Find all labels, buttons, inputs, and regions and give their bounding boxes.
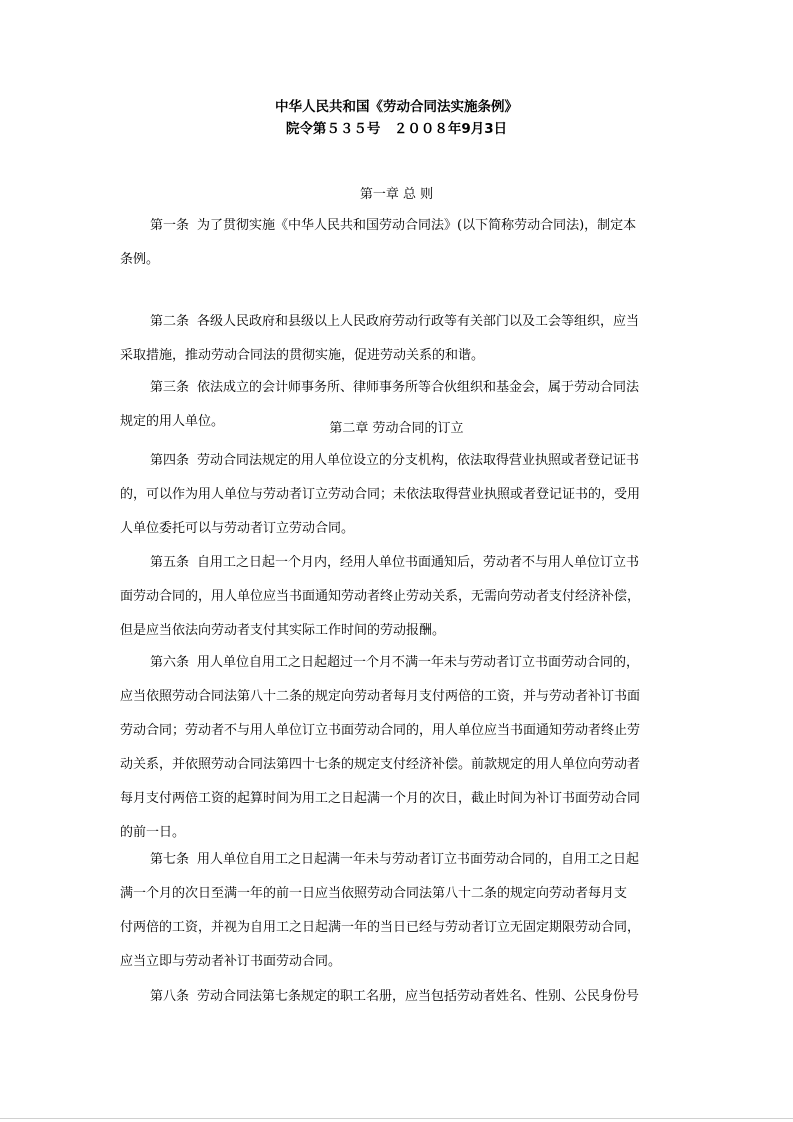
- chapter-heading: 第二章 劳动合同的订立: [329, 421, 464, 436]
- article-line: 应当立即与劳动者补订书面劳动合同。: [120, 954, 342, 969]
- page-bottom-divider: [0, 1118, 793, 1119]
- article-5: [120, 546, 676, 648]
- article-line: [120, 305, 676, 339]
- article-2: [120, 305, 676, 373]
- article-line: 动关系，并依照劳动合同法第四十七条的规定支付经济补偿。前款规定的用人单位向劳动者: [120, 757, 641, 772]
- article-line: 条例。: [120, 252, 160, 267]
- article-line: 每月支付两倍工资的起算时间为用工之日起满一个月的次日，截止时间为补订书面劳动合同: [120, 791, 641, 806]
- article-line: [120, 646, 676, 680]
- article-number: 第四条: [150, 453, 190, 468]
- article-number: 第七条: [150, 852, 190, 867]
- article-text: 劳动合同法规定的用人单位设立的分支机构，依法取得营业执照或者登记证书: [197, 453, 640, 468]
- article-number: 第五条: [150, 555, 190, 570]
- chapter-heading: 第一章 总 则: [359, 187, 434, 202]
- article-text: 依法成立的会计师事务所、律师事务所等合伙组织和基金会，属于劳动合同法: [197, 380, 640, 395]
- article-line: 付两倍的工资，并视为自用工之日起满一年的当日已经与劳动者订立无固定期限劳动合同，: [120, 920, 641, 935]
- document-title: 中华人民共和国《劳动合同法实施条例》: [275, 99, 518, 115]
- article-line: [120, 371, 676, 405]
- article-line: 规定的用人单位。: [120, 414, 225, 429]
- article-line: 满一个月的次日至满一年的前一日应当依照劳动合同法第八十二条的规定向劳动者每月支: [120, 886, 628, 901]
- article-line: [120, 843, 676, 877]
- article-1: [120, 209, 676, 277]
- article-text: 各级人民政府和县级以上人民政府劳动行政等有关部门以及工会等组织，应当: [197, 314, 640, 329]
- article-text: 劳动合同法第七条规定的职工名册，应当包括劳动者姓名、性别、公民身份号: [197, 989, 640, 1004]
- decree-number-date: 院令第５３５号 ２００８年9月3日: [285, 121, 508, 137]
- article-text: 用人单位自用工之日起超过一个月不满一年未与劳动者订立书面劳动合同的，: [197, 655, 640, 670]
- article-line: 应当依照劳动合同法第八十二条的规定向劳动者每月支付两倍的工资，并与劳动者补订书面: [120, 689, 641, 704]
- article-number: 第八条: [150, 989, 190, 1004]
- article-line: [120, 209, 676, 243]
- article-line: [120, 546, 676, 580]
- article-8: [120, 980, 676, 1014]
- article-line: 面劳动合同的，用人单位应当书面通知劳动者终止劳动关系，无需向劳动者支付经济补偿，: [120, 589, 641, 604]
- article-line: 但是应当依法向劳动者支付其实际工作时间的劳动报酬。: [120, 623, 446, 638]
- article-line: 的，可以作为用人单位与劳动者订立劳动合同；未依法取得营业执照或者登记证书的，受用: [120, 487, 641, 502]
- article-number: 第三条: [150, 380, 190, 395]
- article-text: 为了贯彻实施《中华人民共和国劳动合同法》(以下简称劳动合同法)，制定本: [197, 218, 637, 233]
- article-6: [120, 646, 676, 850]
- article-number: 第二条: [150, 314, 190, 329]
- article-number: 第六条: [150, 655, 190, 670]
- article-4: [120, 444, 676, 546]
- article-number: 第一条: [150, 218, 190, 233]
- article-line: 的前一日。: [120, 825, 186, 840]
- article-7: [120, 843, 676, 979]
- article-line: [120, 980, 676, 1014]
- article-line: [120, 444, 676, 478]
- article-line: 劳动合同；劳动者不与用人单位订立书面劳动合同的，用人单位应当书面通知劳动者终止劳: [120, 723, 641, 738]
- article-text: 自用工之日起一个月内，经用人单位书面通知后，劳动者不与用人单位订立书: [197, 555, 640, 570]
- article-text: 用人单位自用工之日起满一年未与劳动者订立书面劳动合同的，自用工之日起: [197, 852, 640, 867]
- article-line: 采取措施，推动劳动合同法的贯彻实施，促进劳动关系的和谐。: [120, 348, 485, 363]
- article-line: 人单位委托可以与劳动者订立劳动合同。: [120, 521, 355, 536]
